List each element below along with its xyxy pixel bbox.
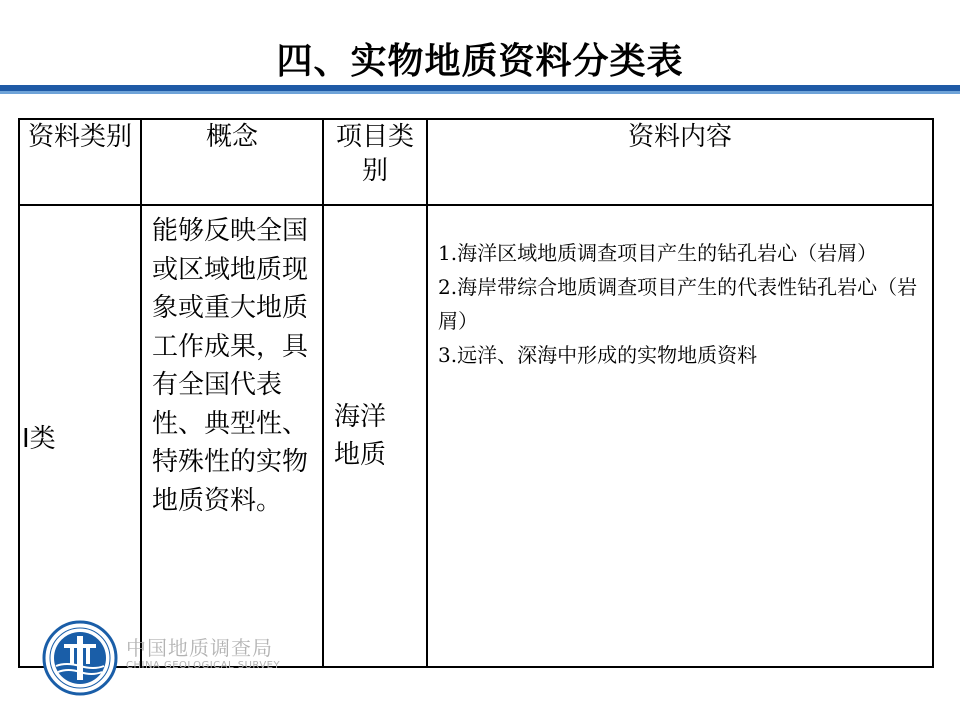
- content-item-3: 3.远洋、深海中形成的实物地质资料: [438, 343, 758, 367]
- content-item-1: 1.海洋区域地质调查项目产生的钻孔岩心（岩屑）: [438, 241, 878, 265]
- table-row: [19, 205, 933, 667]
- footer-logo: [42, 620, 282, 696]
- header-concept: 概念: [141, 119, 323, 205]
- content-item-2: 2.海岸带综合地质调查项目产生的代表性钻孔岩心（岩屑）: [438, 275, 918, 333]
- classification-table: [18, 118, 934, 668]
- geological-survey-emblem-icon: [42, 620, 118, 696]
- cell-project-type: [323, 205, 427, 667]
- org-name-en: CHINA GEOLOGICAL SURVEY: [126, 660, 281, 671]
- header-project-type: 项目类别: [323, 119, 427, 205]
- page-title: 四、实物地质资料分类表: [276, 41, 684, 82]
- cell-concept: 能够反映全国或区域地质现象或重大地质工作成果，具有全国代表性、典型性、特殊性的实物地质资料。: [141, 205, 323, 667]
- org-name-cn: 中国地质调查局: [126, 636, 273, 660]
- title-rule-light: [0, 91, 960, 94]
- cell-category: I类: [19, 205, 141, 667]
- project-type-text: 海洋地质: [334, 402, 387, 470]
- header-content: 资料内容: [427, 119, 933, 205]
- table-header-row: [19, 119, 933, 205]
- header-category: 资料类别: [19, 119, 141, 205]
- cell-content: [427, 205, 933, 667]
- content-list: [438, 236, 924, 372]
